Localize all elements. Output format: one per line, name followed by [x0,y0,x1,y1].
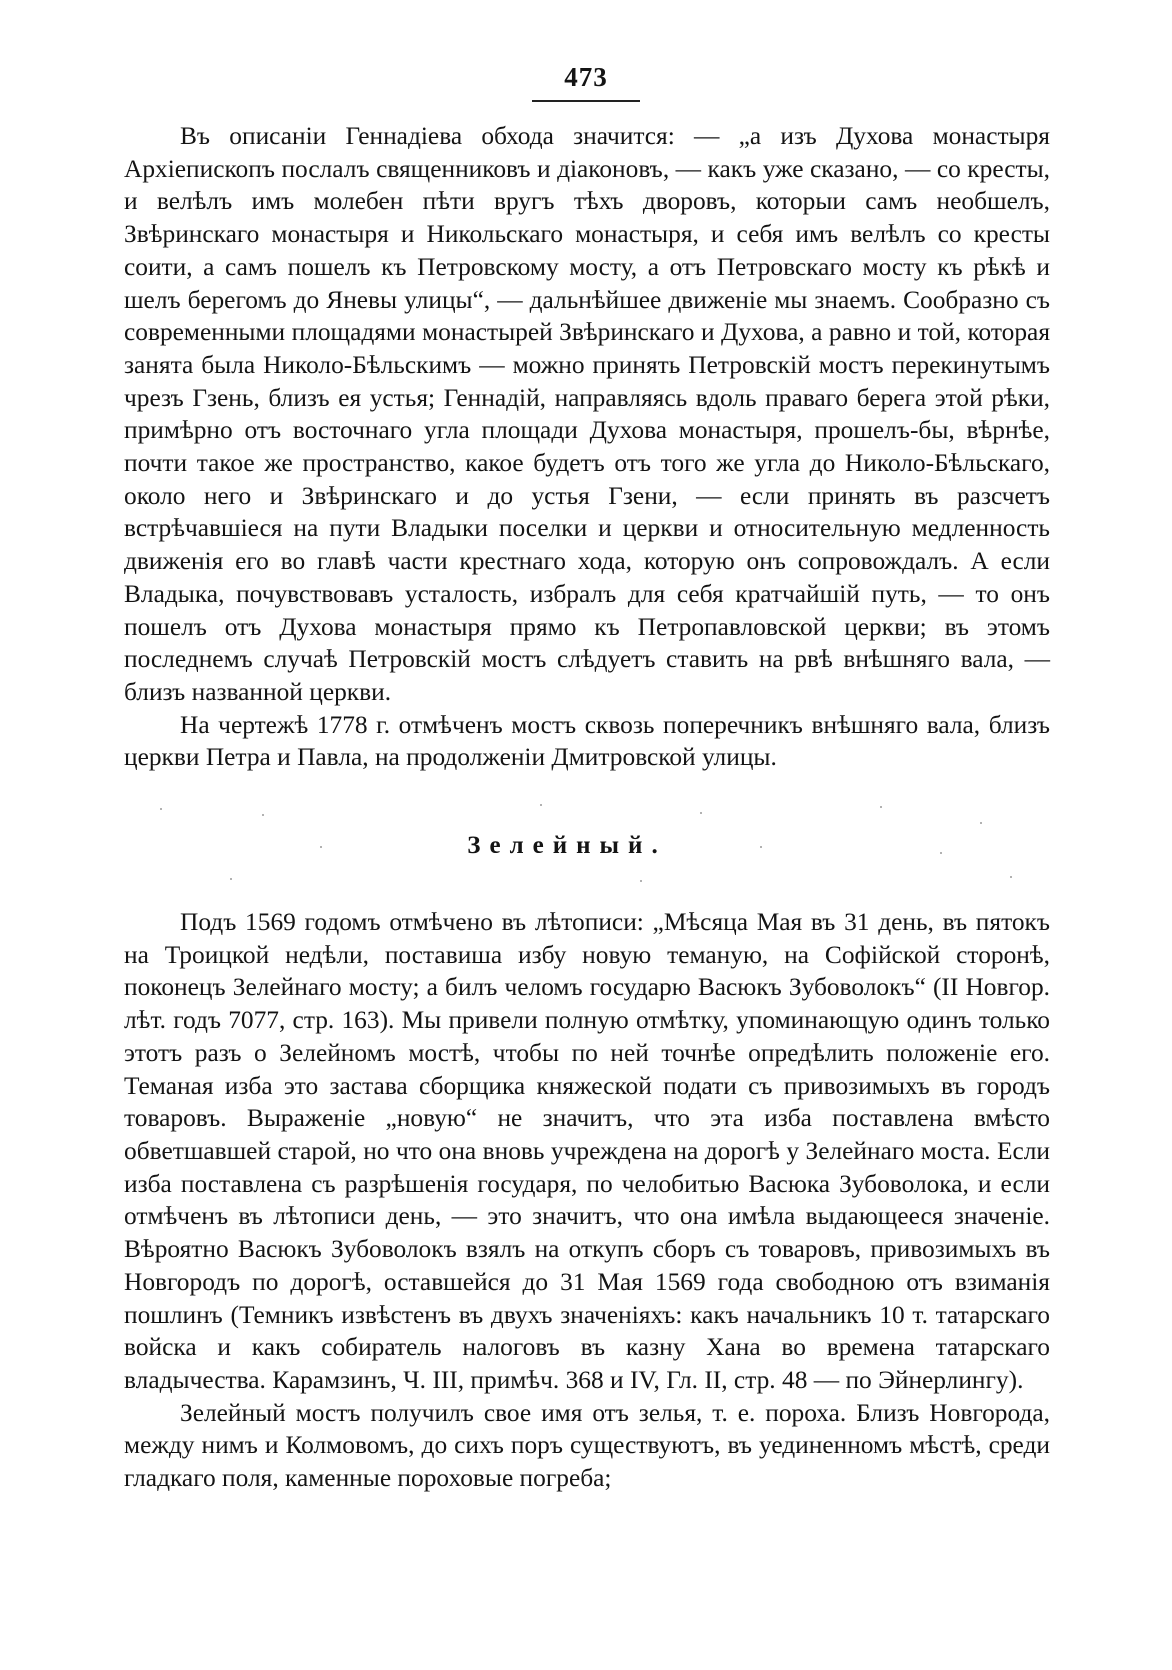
section-heading: Зелейный. [467,832,667,860]
print-speckle [880,806,882,808]
print-speckle [230,878,232,880]
page-number: 473 [564,62,608,92]
print-speckle [160,808,162,810]
paragraph-4: Зелейный мостъ получилъ свое имя отъ зелья, т. е. пороха. Близъ Новгорода, между нимъ и Колмовомъ, до сихъ поръ существуютъ, въ уединенномъ мѣстѣ, среди гладкаго поля, каменные пороховые погреба; [124,1398,1050,1493]
paragraph-2: На чертежѣ 1778 г. отмѣченъ мостъ сквозь поперечникъ внѣшняго вала, близъ церкви Петра и Павла, на продолженіи Дмитровской улицы. [124,710,1050,772]
page-number-rule [532,100,640,102]
print-speckle [940,852,942,854]
print-speckle [1010,876,1012,878]
print-speckle [320,846,322,848]
print-speckle [640,880,642,882]
print-speckle [980,822,982,824]
page-body [124,120,1050,1495]
print-speckle [760,846,762,848]
print-speckle [262,814,264,816]
print-speckle [700,812,702,814]
print-speckle [540,804,542,806]
paragraph-3: Подъ 1569 годомъ отмѣчено въ лѣтописи: „Мѣсяца Мая въ 31 день, въ пятокъ на Троицкой недѣли, поставиша избу новую теманую, на Софійской сторонѣ, поконецъ Зелейнаго мосту; а билъ челомъ государю Васюкъ Зубоволокъ“ (II Новгор. лѣт. годъ 7077, стр. 163). Мы привели полную отмѣтку, упоминающую одинъ только этотъ разъ о Зелейномъ мостѣ, чтобы по ней точнѣе опредѣлить положеніе его. Теманая изба это застава сборщика княжеской подати съ привозимыхъ въ городъ товаровъ. Выраженіе „новую“ не значитъ, что эта изба поставлена вмѣсто обветшавшей старой, но что она вновь учреждена на дорогѣ у Зелейнаго моста. Если изба поставлена съ разрѣшенія государя, по челобитью Васюка Зубоволока, и если отмѣченъ въ лѣтописи день, — это значитъ, что она имѣла выдающееся значеніе. Вѣроятно Васюкъ Зубоволокъ взялъ на откупъ сборъ съ товаровъ, привозимыхъ въ Новгородъ по дорогѣ, оставшейся до 31 Мая 1569 года свободною отъ взиманія пошлинъ (Темникъ извѣстенъ въ двухъ значеніяхъ: какъ начальникъ 10 т. татарскаго войска и какъ собиратель налоговъ въ казну Хана во времена татарскаго владычества. Карамзинъ, Ч. III, примѣч. 368 и IV, Гл. II, стр. 48 — по Эйнерлингу). [124,908,1050,1394]
paragraph-1: Въ описаніи Геннадіева обхода значится: — „а изъ Духова монастыря Архіепископъ послалъ священниковъ и діаконовъ, — какъ уже сказано, — со кресты, и велѣлъ имъ молебен пѣти вругъ тѣхъ дворовъ, которыи самъ необшелъ, Звѣринскаго монастыря и Никольскаго монастыря, и себя имъ велѣлъ со кресты соити, а самъ пошелъ къ Петровскому мосту, а отъ Петровскаго мосту къ рѣкѣ и шелъ берегомъ до Яневы улицы“, — дальнѣйшее движеніе мы знаемъ. Сообразно съ современными площадями монастырей Звѣринскаго и Духова, а равно и той, которая занята была Николо-Бѣльскимъ — можно принять Петровскій мостъ перекинутымъ чрезъ Гзень, близъ ея устья; Геннадій, направляясь вдоль праваго берега этой рѣки, примѣрно отъ восточнаго угла площади Духова монастыря, прошелъ-бы, вѣрнѣе, почти такое же пространство, какое будетъ отъ того же угла до Николо-Бѣльскаго, около него и Звѣринскаго и до устья Гзени, — если принять въ разсчетъ встрѣчавшіеся на пути Владыки поселки и церкви и относительную медленность движенія его во главѣ части крестнаго хода, которую онъ сопровождалъ. А если Владыка, почувствовавъ усталость, избралъ для себя кратчайшій путь, — то онъ пошелъ отъ Духова монастыря прямо къ Петропавловской церкви; въ этомъ последнемъ случаѣ Петровскій мостъ слѣдуетъ ставить на рвѣ внѣшняго вала, — близъ названной церкви. [124,122,1050,706]
